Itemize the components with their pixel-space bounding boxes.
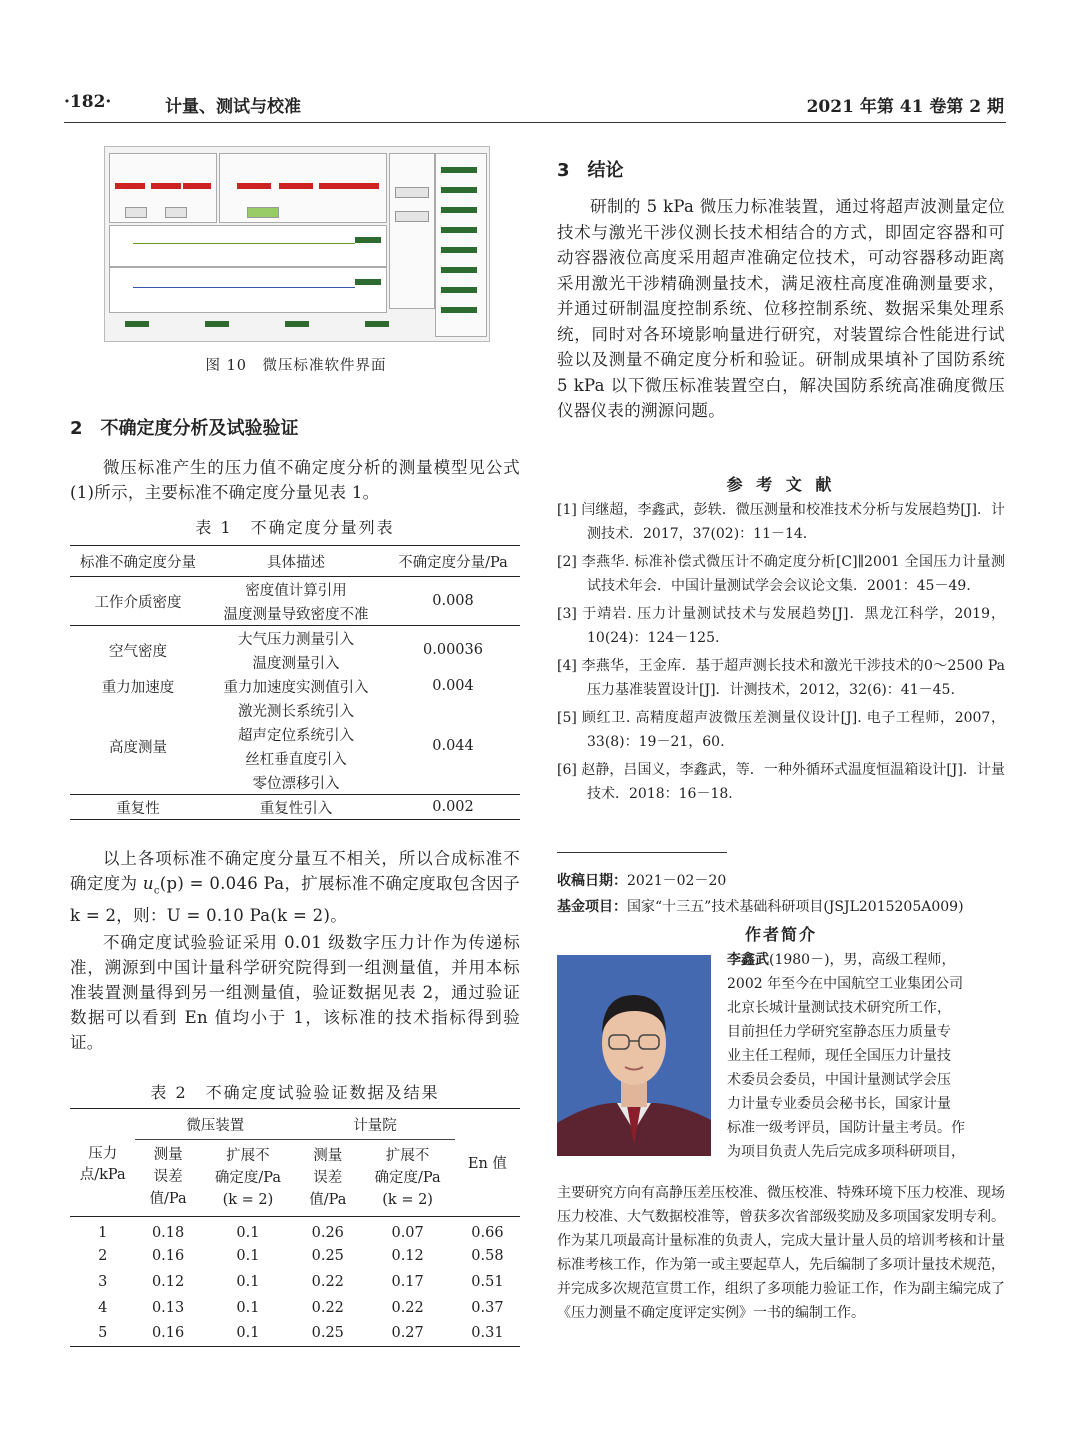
label: 值/Pa [149, 1191, 187, 1207]
t2-cell: 0.1 [236, 1224, 260, 1241]
author-title: 作者简介 [744, 925, 817, 944]
t2-cell: 3 [98, 1273, 108, 1290]
bio-line: 术委员会委员，中国计量测试学会压 [727, 1072, 951, 1088]
bio-line: 目前担任力学研究室静态压力质量专 [727, 1024, 951, 1040]
author-photo [557, 955, 711, 1156]
author-bio-rest: 主要研究方向有高静压差压校准、微压校准、特殊环境下压力校准、现场压力校准、大气数据校准等，曾获多次省部级奖励及多项国家发明专利。作为某几项最高计量标准的负责人，完成大量计量人员的培训考核和计量标准考核工作，作为第一或主要起草人，先后编制了多项计量技术规范，并完成多次规范宣贯工作，组织了多项能力验证工作，作为副主编完成了《压力测量不确定度评定实例》一书的编制工作。 [557, 1185, 1005, 1321]
journal-name: 计量、测试与校准 [165, 97, 301, 117]
t2-cell: 5 [98, 1325, 108, 1342]
received-label: 收稿日期： [557, 873, 627, 889]
t2-cell: 0.27 [391, 1325, 424, 1342]
t1-r3-val: 0.004 [432, 678, 474, 694]
label: 测量 [153, 1147, 183, 1163]
t2-cell: 0.25 [311, 1325, 344, 1342]
section-2-para-1 [70, 455, 520, 505]
t2-cell: 4 [98, 1299, 108, 1316]
t2-group-2: 计量院 [295, 1109, 455, 1140]
paragraph: 研制的 5 kPa 微压力标准装置，通过将超声波测量定位技术与激光干涉仪测长技术相结合的方式，即固定容器和可动容器液位高度采用超声准确定位技术，可动容器移动距离采用激光干涉精确测量技术，满足液柱高度准确测量要求，并通过研制温度控制系统、位移控制系统、数据采集处理系统，同时对各环境影响量进行研究，对装置综合性能进行试验以及测量不确定度分析和验证。研制成果填补了国防系统 5 kPa 以下微压标准装置空白，解决国防系统高准确度微压仪器仪表的溯源问题。 [557, 197, 1005, 420]
bio-line: 2002 年至今在中国航空工业集团公司 [727, 976, 964, 992]
t2-cell: 0.1 [236, 1247, 260, 1264]
received-date [557, 870, 726, 890]
t2-cell: 0.18 [151, 1224, 185, 1241]
t1-r2-val: 0.00036 [423, 642, 483, 658]
bio-line: 业主任工程师，现任全国压力计量技 [727, 1048, 951, 1064]
table-1-caption: 表 1 不确定度分量列表 [195, 518, 395, 537]
t2-cell: 0.22 [311, 1273, 344, 1290]
t1-r4-desc: 超声定位系统引入 [238, 727, 354, 744]
t2-cell: 0.31 [471, 1325, 504, 1342]
reference-item: [6] 赵静，吕国义，李鑫武，等．一种外循环式温度恒温箱设计[J]．计量技术．2018：16－18. [557, 762, 1005, 802]
t1-r5-name: 重复性 [116, 800, 160, 817]
paragraph: 不确定度试验验证采用 0.01 级数字压力计作为传递标准，溯源到中国计量科学研究院得到一组测量值，并用本标准装置测量得到另一组测量值，验证数据见表 2，通过验证数据可以看到 En 值均小于 1，该标准的技术指标得到验证。 [70, 933, 520, 1052]
section-3-heading: 3 结论 [557, 160, 624, 181]
label: 确定度/Pa [214, 1170, 281, 1186]
t2-cell: 2 [98, 1247, 108, 1264]
t2-cell: 0.66 [471, 1224, 504, 1241]
label: (k = 2) [222, 1192, 274, 1208]
label: 误差 [153, 1169, 183, 1185]
label: 点/kPa [79, 1166, 126, 1183]
t1-r2-desc: 温度测量引入 [252, 655, 340, 672]
label: 扩展不 [226, 1148, 270, 1164]
reference-item: [1] 闫继超，李鑫武，彭轶．微压测量和校准技术分析与发展趋势[J]．计测技术．2017，37(02)：11－14. [557, 502, 1005, 542]
t1-r1-name: 工作介质密度 [94, 594, 182, 611]
label: 确定度/Pa [374, 1170, 441, 1186]
t2-cell: 0.12 [391, 1247, 424, 1264]
label: 压力 [88, 1145, 118, 1162]
references-title: 参 考 文 献 [726, 475, 836, 494]
section-2-heading: 2 不确定度分析及试验验证 [70, 418, 299, 439]
fund-value: 国家“十三五”技术基础科研项目(JSJL2015205A009) [627, 899, 964, 915]
t1-r1-desc: 密度值计算引用 [245, 582, 347, 599]
reference-item: [4] 李燕华，王金库．基于超声测长技术和激光干涉技术的0～2500 Pa 压力基准装置设计[J]．计测技术，2012，32(6)：41－45. [557, 658, 1005, 698]
symbol-u: u [142, 874, 154, 893]
t1-r4-desc: 丝杠垂直度引入 [245, 751, 347, 768]
t2-cell: 0.07 [391, 1224, 424, 1241]
figure-caption: 图 10 微压标准软件界面 [205, 358, 387, 374]
t1-r3-desc: 重力加速度实测值引入 [223, 679, 369, 696]
author-bio-top [727, 948, 1005, 1164]
label: (k = 2) [382, 1192, 433, 1208]
table-1 [70, 545, 520, 820]
bio-line: 力计量专业委员会秘书长，国家计量 [727, 1096, 951, 1112]
footnote-rule [557, 852, 727, 853]
bio-line: 为项目负责人先后完成多项科研项目， [727, 1144, 965, 1160]
software-interface-figure [104, 146, 490, 342]
t2-cell: 0.12 [151, 1273, 185, 1290]
text: (p) = 0.046 Pa，扩展标准不确定度取包含因子 k = 2，则：U = 0.10 Pa(k = 2)。 [70, 874, 520, 926]
section-2-para-2 [70, 846, 520, 928]
received-value: 2021－02－20 [627, 873, 727, 889]
table-2-caption: 表 2 不确定度试验验证数据及结果 [150, 1083, 440, 1102]
t2-cell: 0.16 [151, 1325, 185, 1342]
t2-cell: 0.51 [471, 1273, 504, 1290]
t1-header-2: 具体描述 [267, 554, 325, 571]
t2-cell: 0.13 [151, 1299, 185, 1316]
t1-r4-val: 0.044 [432, 738, 474, 754]
t2-cell: 0.58 [471, 1247, 504, 1264]
section-2-para-3 [70, 930, 520, 1055]
t2-cell: 0.1 [236, 1325, 260, 1342]
t1-r4-name: 高度测量 [109, 739, 167, 756]
subscript: c [153, 885, 160, 897]
bio-line: 标准一级考评员，国防计量主考员。作 [727, 1120, 965, 1136]
t1-r2-desc: 大气压力测量引入 [238, 631, 354, 648]
issue-info: 2021 年第 41 卷第 2 期 [806, 97, 1004, 117]
t2-cell: 0.26 [311, 1224, 344, 1241]
t2-col-unc-1 [201, 1140, 295, 1217]
t2-cell: 1 [98, 1224, 108, 1241]
header-rule [64, 122, 1006, 123]
label: 测量 [313, 1148, 343, 1164]
t2-cell: 0.22 [391, 1299, 424, 1316]
t2-col-err-1 [135, 1140, 200, 1217]
section-3-para [557, 194, 1005, 424]
t2-cell: 0.17 [391, 1273, 424, 1290]
t1-header-3: 不确定度分量/Pa [398, 554, 508, 571]
t2-col-point [70, 1109, 135, 1217]
bio-line [727, 948, 1005, 972]
reference-item: [2] 李燕华. 标准补偿式微压计不确定度分析[C]∥2001 全国压力计量测试技术年会．中国计量测试学会会议论文集．2001：45－49. [557, 554, 1005, 594]
text: 以上各项标准不确定度分量互不相关，所以合成标准不确定度为 [70, 849, 520, 893]
table-2 [70, 1108, 520, 1347]
t1-r3-name: 重力加速度 [101, 679, 175, 696]
fund-info [557, 896, 964, 916]
t1-r2-name: 空气密度 [109, 643, 167, 660]
t2-col-unc-2 [360, 1140, 454, 1217]
bio-line: 北京长城计量测试技术研究所工作， [727, 1000, 951, 1016]
label: 值/Pa [309, 1192, 347, 1208]
author-name: 李鑫武 [727, 952, 769, 968]
t2-cell: 0.22 [311, 1299, 344, 1316]
t2-cell: 0.1 [236, 1273, 260, 1290]
paragraph: 微压标准产生的压力值不确定度分析的测量模型见公式(1)所示，主要标准不确定度分量见表 1。 [70, 458, 520, 502]
t2-cell: 0.16 [151, 1247, 185, 1264]
reference-item: [5] 顾红卫. 高精度超声波微压差测量仪设计[J]. 电子工程师，2007，33(8)：19－21，60. [557, 710, 1005, 750]
t1-r1-val: 0.008 [432, 593, 474, 609]
text: (1980－)，男，高级工程师， [769, 952, 956, 968]
reference-list [557, 498, 1005, 810]
t1-r1-desc: 温度测量导致密度不准 [223, 606, 369, 623]
t2-cell: 0.25 [311, 1247, 344, 1264]
label: 误差 [313, 1170, 343, 1186]
label: 扩展不 [385, 1148, 430, 1164]
t2-col-err-2 [295, 1140, 360, 1217]
t1-r5-desc: 重复性引入 [259, 800, 333, 817]
reference-item: [3] 于靖岩. 压力计量测试技术与发展趋势[J]．黑龙江科学，2019，10(24)：124－125. [557, 606, 1005, 646]
t1-r5-val: 0.002 [432, 799, 474, 815]
t2-cell: 0.1 [236, 1299, 260, 1316]
page-number: ·182· [64, 92, 112, 112]
portrait-illustration [557, 955, 711, 1156]
paragraph [70, 846, 520, 928]
t2-col-en: En 值 [455, 1109, 520, 1217]
t2-cell: 0.37 [471, 1299, 504, 1316]
t1-r4-desc: 激光测长系统引入 [238, 703, 354, 720]
t1-header-1: 标准不确定度分量 [80, 554, 196, 571]
t1-r4-desc: 零位漂移引入 [252, 775, 340, 792]
fund-label: 基金项目： [557, 899, 627, 915]
t2-group-1: 微压装置 [135, 1109, 295, 1140]
